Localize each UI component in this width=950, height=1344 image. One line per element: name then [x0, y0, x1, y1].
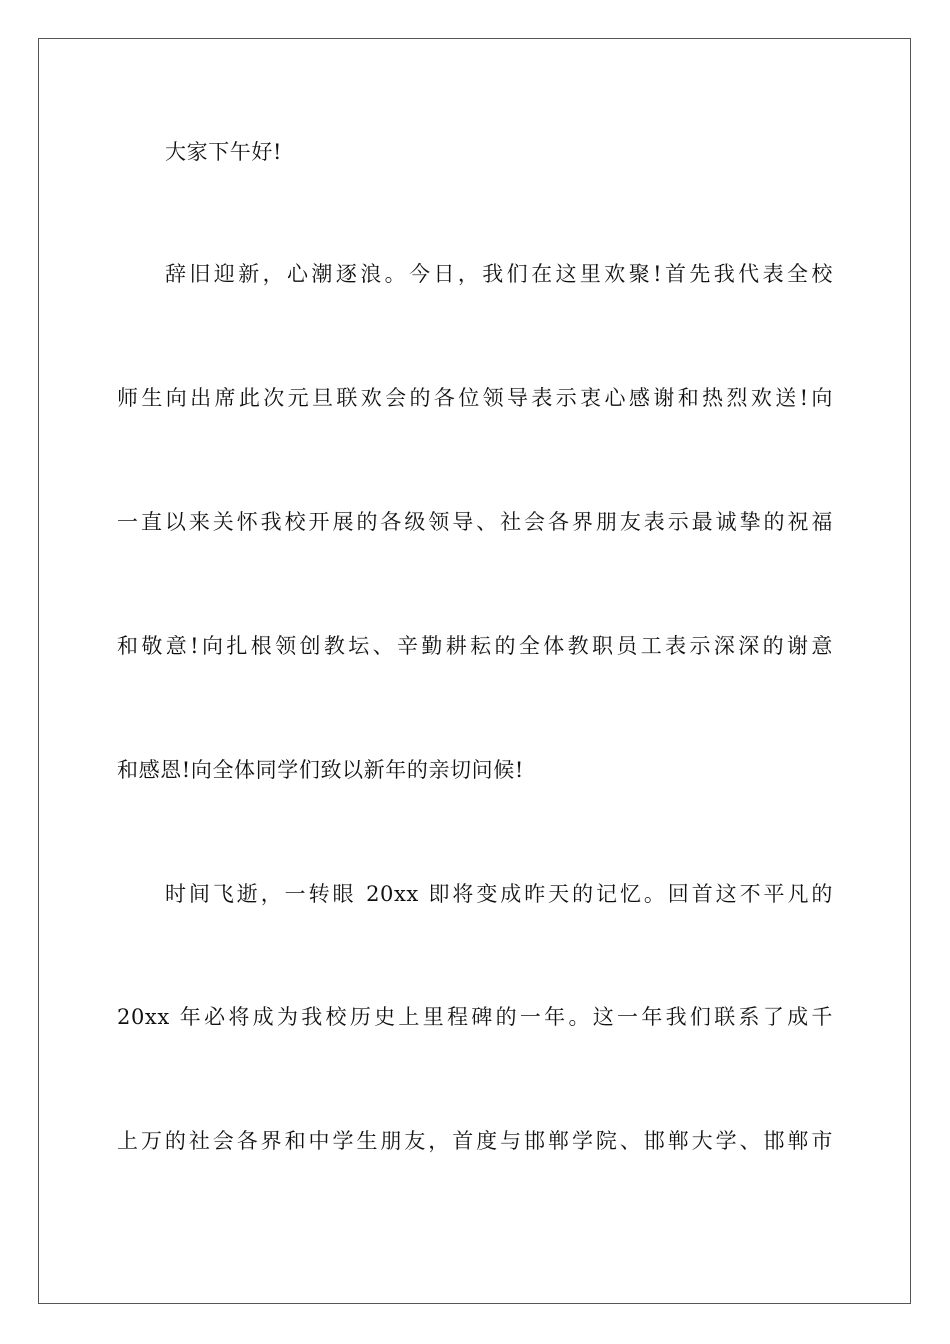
paragraph-line: 一直以来关怀我校开展的各级领导、社会各界朋友表示最诚挚的祝福	[117, 510, 833, 534]
page-border	[38, 38, 911, 1304]
greeting-line: 大家下午好!	[165, 140, 283, 164]
paragraph-line: 和感恩!向全体同学们致以新年的亲切问候!	[117, 758, 524, 782]
paragraph-line: 辞旧迎新，心潮逐浪。今日，我们在这里欢聚!首先我代表全校	[165, 262, 833, 286]
paragraph-line: 上万的社会各界和中学生朋友，首度与邯郸学院、邯郸大学、邯郸市	[117, 1129, 833, 1153]
paragraph-line: 20xx 年必将成为我校历史上里程碑的一年。这一年我们联系了成千	[117, 1005, 833, 1029]
paragraph-line: 时间飞逝，一转眼 20xx 即将变成昨天的记忆。回首这不平凡的	[165, 882, 833, 906]
paragraph-line: 师生向出席此次元旦联欢会的各位领导表示衷心感谢和热烈欢送!向	[117, 386, 833, 410]
paragraph-line: 和敬意!向扎根领创教坛、辛勤耕耘的全体教职员工表示深深的谢意	[117, 634, 833, 658]
